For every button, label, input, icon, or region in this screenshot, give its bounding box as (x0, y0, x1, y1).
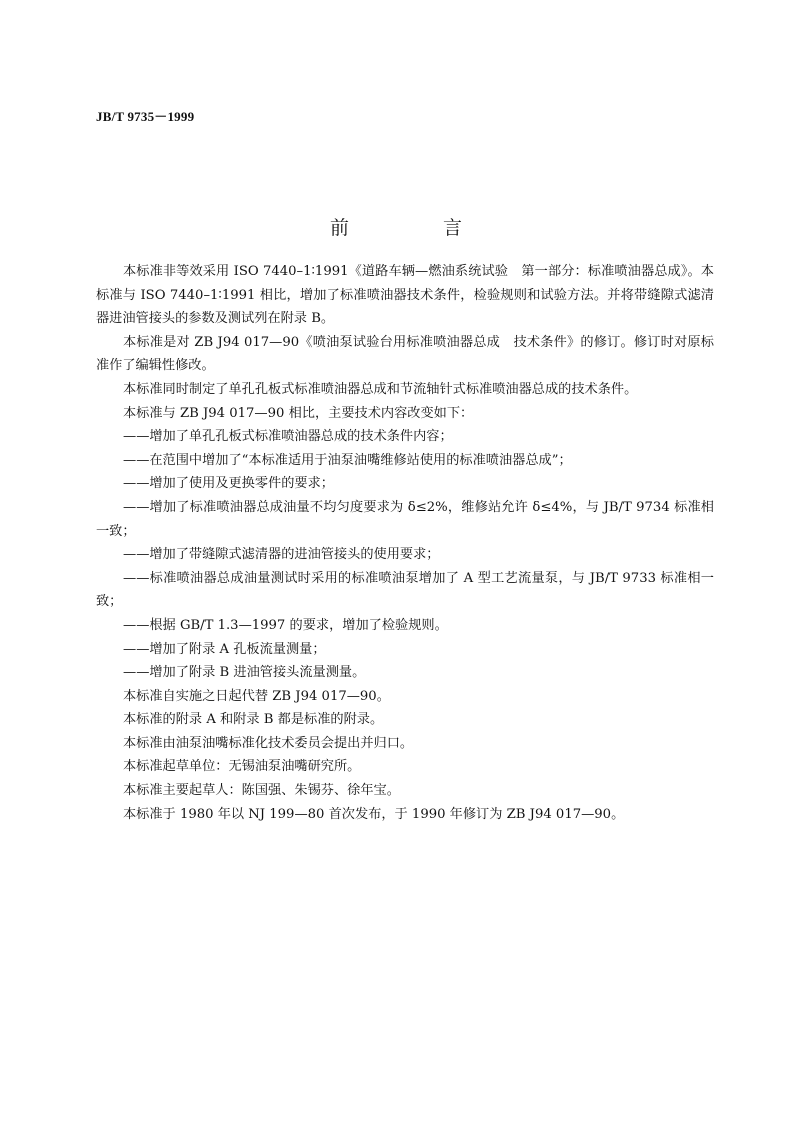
foreword-body (96, 260, 714, 826)
document-code: JB/T 9735－1999 (96, 109, 195, 124)
list-item: ——增加了附录 A 孔板流量测量； (123, 641, 326, 657)
paragraph: 本标准同时制定了单孔孔板式标准喷油器总成和节流轴针式标准喷油器总成的技术条件。 (123, 381, 638, 397)
paragraph: 本标准与 ZB J94 017—90 相比，主要技术内容改变如下： (123, 405, 474, 421)
list-item: ——标准喷油器总成油量测试时采用的标准喷油泵增加了 A 型工艺流量泵，与 JB/T 9733 标准相一致； (96, 570, 714, 610)
list-item: ——增加了附录 B 进油管接头流量测量。 (123, 665, 366, 681)
list-item: ——增加了带缝隙式滤清器的进油管接头的使用要求； (123, 547, 440, 563)
paragraph: 本标准自实施之日起代替 ZB J94 017—90。 (123, 688, 390, 704)
paragraph: 本标准非等效采用 ISO 7440–1∶1991《道路车辆—燃油系统试验 第一部分：标准喷油器总成》。本标准与 ISO 7440–1∶1991 相比，增加了标准喷油器技术条件，检验规则和试验方法。并将带缝隙式滤清器进油管接头的参数及测试列在附录 B。 (96, 264, 714, 327)
list-item: ——增加了单孔孔板式标准喷油器总成的技术条件内容； (123, 429, 453, 445)
paragraph: 本标准的附录 A 和附录 B 都是标准的附录。 (123, 712, 384, 728)
paragraph: 本标准由油泵油嘴标准化技术委员会提出并归口。 (123, 735, 414, 751)
list-item: ——根据 GB/T 1.3—1997 的要求，增加了检验规则。 (123, 617, 448, 633)
paragraph: 本标准起草单位：无锡油泵油嘴研究所。 (123, 759, 361, 775)
paragraph: 本标准于 1980 年以 NJ 199—80 首次发布，于 1990 年修订为 ZB J94 017—90。 (123, 806, 625, 822)
list-item: ——在范围中增加了“本标准适用于油泵油嘴维修站使用的标准喷油器总成”； (123, 452, 572, 468)
list-item: ——增加了标准喷油器总成油量不均匀度要求为 δ≤2%，维修站允许 δ≤4%，与 JB/T 9734 标准相一致； (96, 499, 714, 539)
paragraph: 本标准主要起草人：陈国强、朱锡芬、徐年宝。 (123, 783, 400, 799)
page-title: 前 言 (329, 217, 507, 239)
paragraph: 本标准是对 ZB J94 017—90《喷油泵试验台用标准喷油器总成 技术条件》的修订。修订时对原标准作了编辑性修改。 (96, 334, 714, 374)
list-item: ——增加了使用及更换零件的要求； (123, 476, 334, 492)
